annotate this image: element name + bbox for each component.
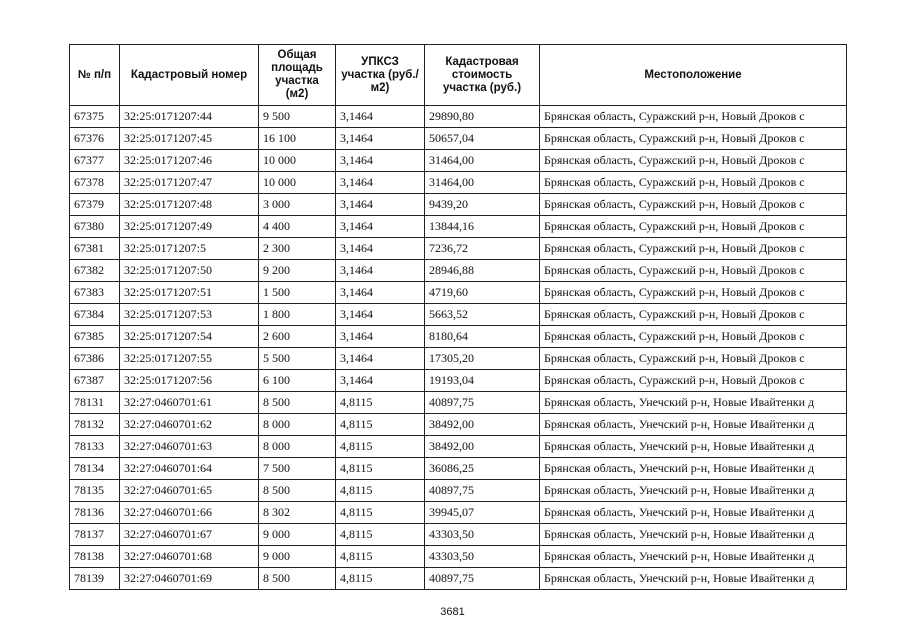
cell-area: 8 000 [259, 436, 336, 458]
cell-row-number: 78137 [70, 524, 120, 546]
cell-row-number: 67383 [70, 282, 120, 304]
cell-area: 1 800 [259, 304, 336, 326]
cell-cadastral-value: 7236,72 [425, 238, 540, 260]
table-row [70, 106, 847, 128]
cell-cadastral-number: 32:25:0171207:47 [120, 172, 259, 194]
cell-row-number: 78139 [70, 568, 120, 590]
cell-area: 2 300 [259, 238, 336, 260]
cell-upksz: 3,1464 [336, 150, 425, 172]
cell-location: Брянская область, Суражский р-н, Новый Дроков с [540, 106, 847, 128]
cell-cadastral-number: 32:25:0171207:45 [120, 128, 259, 150]
cell-location: Брянская область, Суражский р-н, Новый Дроков с [540, 238, 847, 260]
cell-upksz: 3,1464 [336, 216, 425, 238]
cell-location: Брянская область, Унечский р-н, Новые Ивайтенки д [540, 414, 847, 436]
cell-upksz: 4,8115 [336, 502, 425, 524]
cell-cadastral-number: 32:25:0171207:49 [120, 216, 259, 238]
cell-area: 5 500 [259, 348, 336, 370]
cell-cadastral-value: 38492,00 [425, 414, 540, 436]
cell-location: Брянская область, Суражский р-н, Новый Дроков с [540, 348, 847, 370]
table-row [70, 480, 847, 502]
table-row [70, 326, 847, 348]
cell-upksz: 3,1464 [336, 304, 425, 326]
cell-area: 9 000 [259, 524, 336, 546]
cell-location: Брянская область, Унечский р-н, Новые Ивайтенки д [540, 568, 847, 590]
cell-area: 4 400 [259, 216, 336, 238]
cell-cadastral-value: 40897,75 [425, 480, 540, 502]
cell-row-number: 78134 [70, 458, 120, 480]
header-cadastral-value: Кадастровая стоимость участка (руб.) [425, 45, 540, 106]
header-row [70, 45, 847, 106]
cell-area: 9 000 [259, 546, 336, 568]
cell-area: 7 500 [259, 458, 336, 480]
table-row [70, 216, 847, 238]
table-row [70, 546, 847, 568]
table-row [70, 414, 847, 436]
cell-cadastral-value: 39945,07 [425, 502, 540, 524]
cell-row-number: 78138 [70, 546, 120, 568]
cell-cadastral-value: 31464,00 [425, 150, 540, 172]
cell-cadastral-number: 32:27:0460701:64 [120, 458, 259, 480]
cell-area: 6 100 [259, 370, 336, 392]
cell-cadastral-value: 9439,20 [425, 194, 540, 216]
cell-upksz: 3,1464 [336, 348, 425, 370]
cell-cadastral-number: 32:25:0171207:46 [120, 150, 259, 172]
cell-row-number: 67386 [70, 348, 120, 370]
cell-cadastral-number: 32:25:0171207:54 [120, 326, 259, 348]
cell-upksz: 4,8115 [336, 480, 425, 502]
header-upksz: УПКСЗ участка (руб./м2) [336, 45, 425, 106]
cell-cadastral-value: 4719,60 [425, 282, 540, 304]
table-row [70, 150, 847, 172]
cell-row-number: 67387 [70, 370, 120, 392]
cell-cadastral-number: 32:27:0460701:69 [120, 568, 259, 590]
cell-upksz: 3,1464 [336, 128, 425, 150]
cell-cadastral-number: 32:25:0171207:48 [120, 194, 259, 216]
cadastral-table [69, 44, 847, 590]
table-row [70, 172, 847, 194]
cell-location: Брянская область, Суражский р-н, Новый Дроков с [540, 304, 847, 326]
cell-cadastral-number: 32:25:0171207:44 [120, 106, 259, 128]
cell-row-number: 67376 [70, 128, 120, 150]
header-cadastral-number: Кадастровый номер [120, 45, 259, 106]
cell-cadastral-value: 17305,20 [425, 348, 540, 370]
cell-area: 9 500 [259, 106, 336, 128]
cell-upksz: 3,1464 [336, 172, 425, 194]
cell-cadastral-value: 38492,00 [425, 436, 540, 458]
cell-row-number: 78131 [70, 392, 120, 414]
cell-cadastral-value: 36086,25 [425, 458, 540, 480]
cell-location: Брянская область, Суражский р-н, Новый Дроков с [540, 370, 847, 392]
header-area: Общая площадь участка (м2) [259, 45, 336, 106]
cell-location: Брянская область, Суражский р-н, Новый Дроков с [540, 260, 847, 282]
cell-upksz: 4,8115 [336, 414, 425, 436]
cell-location: Брянская область, Суражский р-н, Новый Дроков с [540, 216, 847, 238]
cell-row-number: 67382 [70, 260, 120, 282]
cell-cadastral-number: 32:27:0460701:63 [120, 436, 259, 458]
header-location: Местоположение [540, 45, 847, 106]
cell-row-number: 67380 [70, 216, 120, 238]
cell-cadastral-value: 29890,80 [425, 106, 540, 128]
cell-cadastral-value: 13844,16 [425, 216, 540, 238]
cell-upksz: 3,1464 [336, 370, 425, 392]
cell-upksz: 3,1464 [336, 326, 425, 348]
cell-location: Брянская область, Унечский р-н, Новые Ивайтенки д [540, 480, 847, 502]
cell-cadastral-number: 32:25:0171207:51 [120, 282, 259, 304]
table-row [70, 370, 847, 392]
table-row [70, 282, 847, 304]
cell-row-number: 67385 [70, 326, 120, 348]
table-header [70, 45, 847, 106]
cell-cadastral-number: 32:27:0460701:65 [120, 480, 259, 502]
cell-upksz: 4,8115 [336, 458, 425, 480]
cell-row-number: 78133 [70, 436, 120, 458]
cell-area: 1 500 [259, 282, 336, 304]
cell-location: Брянская область, Суражский р-н, Новый Дроков с [540, 128, 847, 150]
cell-upksz: 4,8115 [336, 436, 425, 458]
cell-area: 8 500 [259, 392, 336, 414]
cell-location: Брянская область, Суражский р-н, Новый Дроков с [540, 172, 847, 194]
cell-upksz: 4,8115 [336, 546, 425, 568]
cell-location: Брянская область, Унечский р-н, Новые Ивайтенки д [540, 524, 847, 546]
cell-row-number: 67375 [70, 106, 120, 128]
cell-upksz: 3,1464 [336, 260, 425, 282]
cell-cadastral-number: 32:25:0171207:55 [120, 348, 259, 370]
cell-cadastral-value: 40897,75 [425, 568, 540, 590]
cell-cadastral-value: 43303,50 [425, 524, 540, 546]
cell-location: Брянская область, Унечский р-н, Новые Ивайтенки д [540, 436, 847, 458]
table-row [70, 502, 847, 524]
cell-row-number: 67384 [70, 304, 120, 326]
table-row [70, 348, 847, 370]
table-row [70, 568, 847, 590]
cell-cadastral-value: 5663,52 [425, 304, 540, 326]
cell-cadastral-value: 28946,88 [425, 260, 540, 282]
cell-area: 3 000 [259, 194, 336, 216]
table-row [70, 260, 847, 282]
cell-upksz: 4,8115 [336, 524, 425, 546]
cell-cadastral-value: 31464,00 [425, 172, 540, 194]
cell-area: 8 000 [259, 414, 336, 436]
cell-cadastral-value: 50657,04 [425, 128, 540, 150]
page-number: 3681 [440, 606, 465, 618]
cell-row-number: 78132 [70, 414, 120, 436]
cell-row-number: 67377 [70, 150, 120, 172]
cell-cadastral-value: 19193,04 [425, 370, 540, 392]
table-row [70, 524, 847, 546]
cell-area: 16 100 [259, 128, 336, 150]
table-row [70, 458, 847, 480]
cell-row-number: 78135 [70, 480, 120, 502]
cell-cadastral-number: 32:27:0460701:67 [120, 524, 259, 546]
cell-area: 9 200 [259, 260, 336, 282]
table-row [70, 436, 847, 458]
table-row [70, 238, 847, 260]
table-row [70, 392, 847, 414]
cell-area: 8 302 [259, 502, 336, 524]
cell-cadastral-number: 32:27:0460701:62 [120, 414, 259, 436]
cell-area: 8 500 [259, 480, 336, 502]
cell-upksz: 3,1464 [336, 106, 425, 128]
cell-location: Брянская область, Унечский р-н, Новые Ивайтенки д [540, 502, 847, 524]
cell-row-number: 78136 [70, 502, 120, 524]
cell-cadastral-number: 32:27:0460701:66 [120, 502, 259, 524]
table-row [70, 304, 847, 326]
cell-cadastral-number: 32:25:0171207:56 [120, 370, 259, 392]
cell-location: Брянская область, Суражский р-н, Новый Дроков с [540, 194, 847, 216]
table-row [70, 194, 847, 216]
cell-upksz: 3,1464 [336, 282, 425, 304]
cell-cadastral-value: 40897,75 [425, 392, 540, 414]
cell-location: Брянская область, Суражский р-н, Новый Дроков с [540, 326, 847, 348]
cell-row-number: 67378 [70, 172, 120, 194]
cell-upksz: 4,8115 [336, 568, 425, 590]
cell-cadastral-number: 32:27:0460701:68 [120, 546, 259, 568]
cell-cadastral-number: 32:25:0171207:53 [120, 304, 259, 326]
table-row [70, 128, 847, 150]
cell-upksz: 3,1464 [336, 194, 425, 216]
cell-area: 10 000 [259, 150, 336, 172]
cell-cadastral-value: 43303,50 [425, 546, 540, 568]
cell-upksz: 4,8115 [336, 392, 425, 414]
cell-location: Брянская область, Суражский р-н, Новый Дроков с [540, 150, 847, 172]
cell-cadastral-number: 32:25:0171207:50 [120, 260, 259, 282]
cell-location: Брянская область, Унечский р-н, Новые Ивайтенки д [540, 546, 847, 568]
cell-location: Брянская область, Унечский р-н, Новые Ивайтенки д [540, 458, 847, 480]
cell-row-number: 67379 [70, 194, 120, 216]
cell-upksz: 3,1464 [336, 238, 425, 260]
cell-location: Брянская область, Суражский р-н, Новый Дроков с [540, 282, 847, 304]
table-body [70, 106, 847, 590]
cell-location: Брянская область, Унечский р-н, Новые Ивайтенки д [540, 392, 847, 414]
cell-area: 8 500 [259, 568, 336, 590]
cell-cadastral-number: 32:27:0460701:61 [120, 392, 259, 414]
cell-cadastral-value: 8180,64 [425, 326, 540, 348]
cell-area: 2 600 [259, 326, 336, 348]
cell-area: 10 000 [259, 172, 336, 194]
header-row-number: № п/п [70, 45, 120, 106]
cell-row-number: 67381 [70, 238, 120, 260]
cell-cadastral-number: 32:25:0171207:5 [120, 238, 259, 260]
